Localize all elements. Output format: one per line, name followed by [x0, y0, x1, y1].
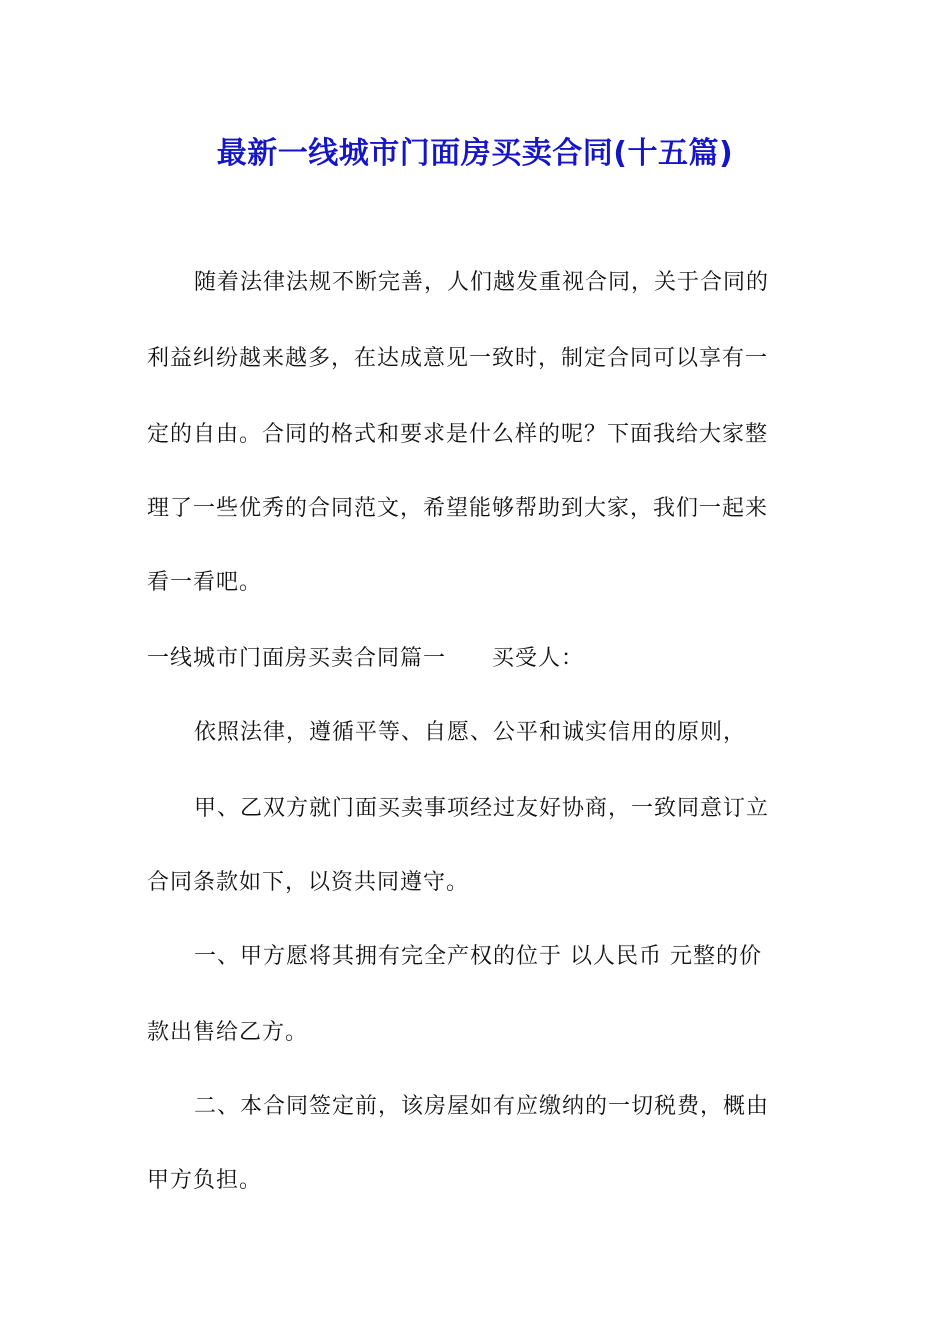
paragraph-line: 定的自由。合同的格式和要求是什么样的呢？下面我给大家整	[147, 422, 769, 447]
paragraph-line: 一、甲方愿将其拥有完全产权的位于 以人民币 元整的价	[194, 944, 762, 969]
paragraph-line: 款出售给乙方。	[147, 1020, 309, 1045]
paragraph-line: 甲、乙双方就门面买卖事项经过友好协商，一致同意订立	[194, 796, 770, 821]
paragraph-line: 二、本合同签定前，该房屋如有应缴纳的一切税费，概由	[194, 1094, 770, 1119]
section-heading: 一线城市门面房买卖合同篇一 买受人：	[147, 646, 585, 671]
paragraph-line: 看一看吧。	[147, 570, 263, 595]
paragraph-line: 理了一些优秀的合同范文，希望能够帮助到大家，我们一起来	[147, 496, 769, 521]
paragraph-line: 依照法律，遵循平等、自愿、公平和诚实信用的原则，	[194, 720, 747, 745]
paragraph-line: 甲方负担。	[147, 1168, 263, 1193]
paragraph-line: 合同条款如下，以资共同遵守。	[147, 870, 470, 895]
document-title: 最新一线城市门面房买卖合同(十五篇)	[216, 136, 734, 171]
paragraph-line: 随着法律法规不断完善，人们越发重视合同，关于合同的	[194, 270, 770, 295]
paragraph-line: 利益纠纷越来越多，在达成意见一致时，制定合同可以享有一	[147, 346, 769, 371]
